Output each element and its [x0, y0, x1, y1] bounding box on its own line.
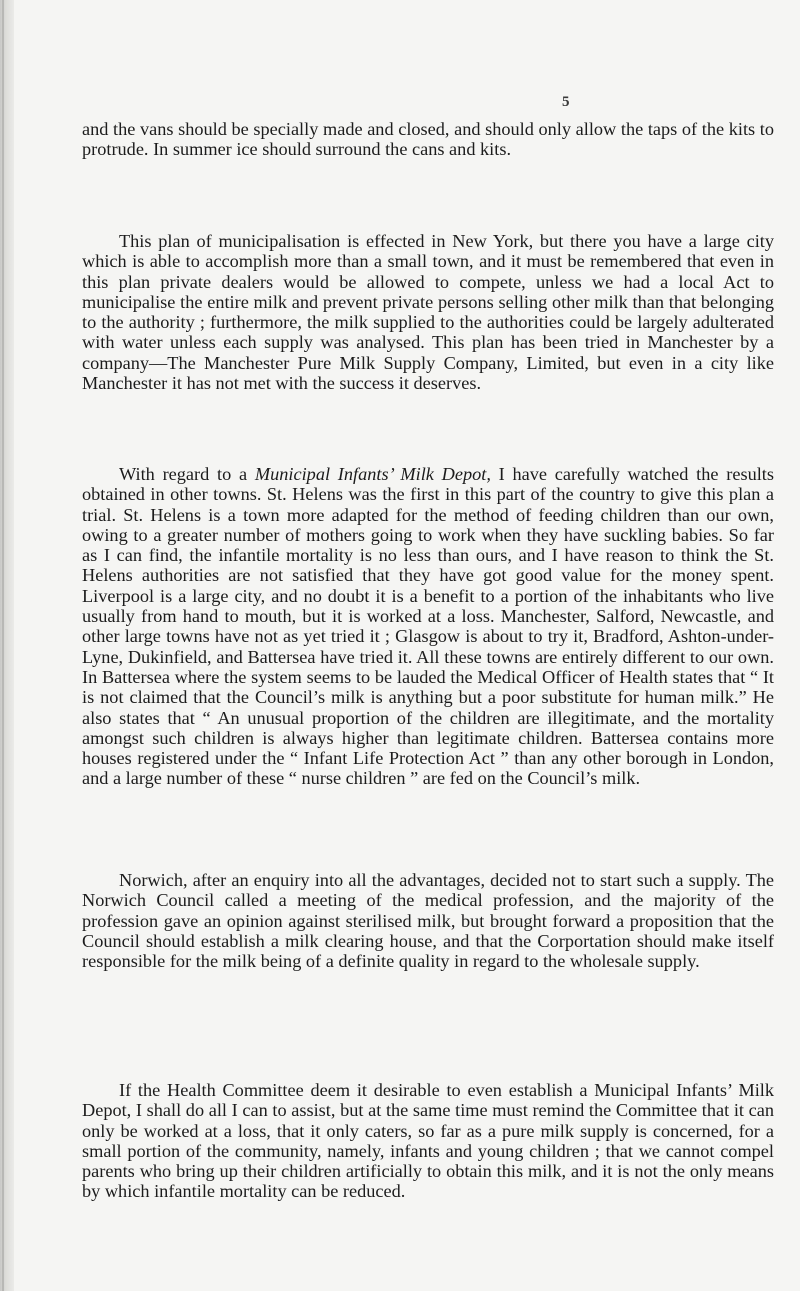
- milk-depot-body: I have carefully watched the results obtained in other towns. St. Helens was the first in this part of the country to give this plan a trial. St. Helens is a town more adapted for the method of feeding children than our own, owing to a greater number of mothers going to work when they have suckling babies. So far as I can find, the infantile mortality is no less than ours, and I have reason to think the St. Helens authorities are not satisfied that they have got good value for the money spent. Liverpool is a large city, and no doubt it is a benefit to a portion of the inhabitants who live usually from hand to mouth, but it is worked at a loss. Manchester, Salford, Newcastle, and other large towns have not as yet tried it ; Glasgow is about to try it, Bradford, Ashton-under-Lyne, Dukinfield, and Battersea have tried it. All these towns are entirely different to our own. In Battersea where the system seems to be lauded the Medical Officer of Health states that “ It is not claimed that the Council’s milk is anything but a poor substitute for human milk.” He also states that “ An unusual proportion of the children are illegitimate, and the mortality amongst such children is always higher than legitimate children. Battersea contains more houses registered under the “ Infant Life Protection Act ” than any other borough in London, and a large number of these “ nurse children ” are fed on the Council’s milk.: [82, 464, 774, 789]
- page-binding-edge: [2, 0, 4, 1291]
- page-number: 5: [562, 94, 570, 110]
- milk-depot-italic-term: Municipal Infants’ Milk Depot,: [254, 464, 491, 484]
- paragraph-vans: and the vans should be specially made and closed, and should only allow the taps of the kits to protrude. In summer ice should surround the cans and kits.: [82, 119, 774, 160]
- paragraph-municipalisation: This plan of municipalisation is effected in New York, but there you have a large city which is able to accomplish more than a small town, and it must be remembered that even in this plan private dealers would be allowed to compete, unless we had a local Act to municipalise the entire milk and prevent private persons selling other milk than that belonging to the authority ; furthermore, the milk supplied to the authorities could be largely adulterated with water unless each supply was analysed. This plan has been tried in Manchester by a company—The Manchester Pure Milk Supply Company, Limited, but even in a city like Manchester it has not met with the success it deserves.: [82, 231, 774, 394]
- paragraph-milk-depot: [82, 464, 774, 789]
- milk-depot-intro: With regard to a: [119, 464, 255, 484]
- paragraph-health-committee: If the Health Committee deem it desirable to even establish a Municipal Infants’ Milk Depot, I shall do all I can to assist, but at the same time must remind the Committee that it can only be worked at a loss, that it only caters, so far as a pure milk supply is concerned, for a small portion of the community, namely, infants and young children ; that we cannot compel parents who bring up their children artificially to obtain this milk, and it is not the only means by which infantile mortality can be reduced.: [82, 1080, 774, 1202]
- paragraph-norwich: Norwich, after an enquiry into all the advantages, decided not to start such a supply. The Norwich Council called a meeting of the medical profession, and the majority of the profession gave an opinion against sterilised milk, but brought forward a proposition that the Council should establish a milk clearing house, and that the Corportation should make itself responsible for the milk being of a definite quality in regard to the wholesale supply.: [82, 870, 774, 972]
